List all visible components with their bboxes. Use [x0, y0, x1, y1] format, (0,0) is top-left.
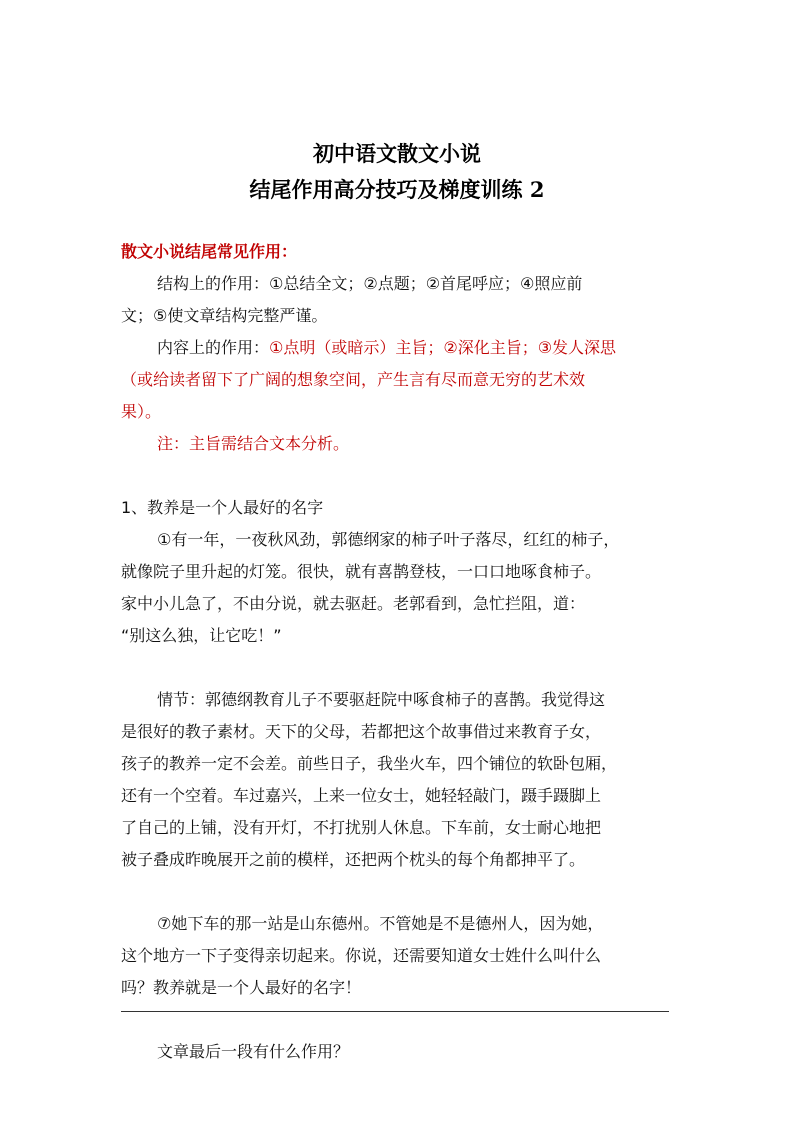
document-title: [0, 136, 794, 208]
structure-text-line-2: 文；⑤使文章结构完整严谨。: [121, 306, 328, 325]
content-effect-points: ①点明（或暗示）主旨；②深化主旨；③发人深思: [269, 338, 617, 357]
spacer: [121, 876, 683, 908]
paragraph-3-line: 这个地方一下子变得亲切起来。你说，还需要知道女士姓什么叫什么: [121, 946, 602, 965]
title-line-1: 初中语文散文小说: [313, 141, 481, 166]
answer-blank-line[interactable]: [121, 1011, 669, 1012]
paragraph-1-line: 家中小儿急了，不由分说，就去驱赶。老郭看到，急忙拦阻，道：: [121, 594, 586, 613]
paragraph-1-line: ①有一年，一夜秋风劲，郭德纲家的柿子叶子落尽，红红的柿子，: [157, 530, 620, 549]
document-body: [121, 236, 683, 1068]
paragraph-2-line: 孩子的教养一定不会差。前些日子，我坐火车，四个铺位的软卧包厢，: [121, 754, 618, 773]
paragraph-2-line: 是很好的教子素材。天下的父母，若都把这个故事借过来教育子女，: [121, 722, 602, 741]
question-text: 文章最后一段有什么作用？: [157, 1042, 350, 1061]
content-effect-line-3: 果）。: [121, 402, 162, 421]
content-effect-line-1: [121, 332, 683, 364]
paragraph-1-line: 就像院子里升起的灯笼。很快，就有喜鹊登枝，一口口地啄食柿子。: [121, 562, 602, 581]
section-heading: 散文小说结尾常见作用：: [121, 242, 298, 261]
note-text: 注：主旨需结合文本分析。: [157, 434, 350, 453]
paragraph-3-line: 吗？教养就是一个人最好的名字！: [121, 978, 362, 997]
paragraph-3-line: ⑦她下车的那一站是山东德州。不管她是不是德州人，因为她，: [157, 914, 604, 933]
paragraph-2-line: 还有一个空着。车过嘉兴，上来一位女士，她轻轻敲门，蹑手蹑脚上: [121, 786, 602, 805]
title-line-2: 结尾作用高分技巧及梯度训练 2: [249, 177, 545, 202]
spacer: [121, 460, 683, 492]
content-effect-line-2: （或给读者留下了广阔的想象空间，产生言有尽而意无穷的艺术效: [121, 370, 586, 389]
content-effect-label: 内容上的作用：: [157, 338, 270, 357]
spacer: [121, 1004, 683, 1036]
structure-text-line-1: 结构上的作用：①总结全文；②点题；②首尾呼应；④照应前: [157, 274, 583, 293]
paragraph-2-line: 被子叠成昨晚展开之前的模样，还把两个枕头的每个角都抻平了。: [121, 850, 586, 869]
spacer: [121, 652, 683, 684]
passage-title: 1、教养是一个人最好的名字: [121, 498, 324, 517]
paragraph-2-line: 情节：郭德纲教育儿子不要驱赶院中啄食柿子的喜鹊。我觉得这: [157, 690, 606, 709]
paragraph-2-line: 了自己的上铺，没有开灯，不打扰别人休息。下车前，女士耐心地把: [121, 818, 602, 837]
paragraph-1-line: “别这么独，让它吃！”: [121, 626, 282, 645]
